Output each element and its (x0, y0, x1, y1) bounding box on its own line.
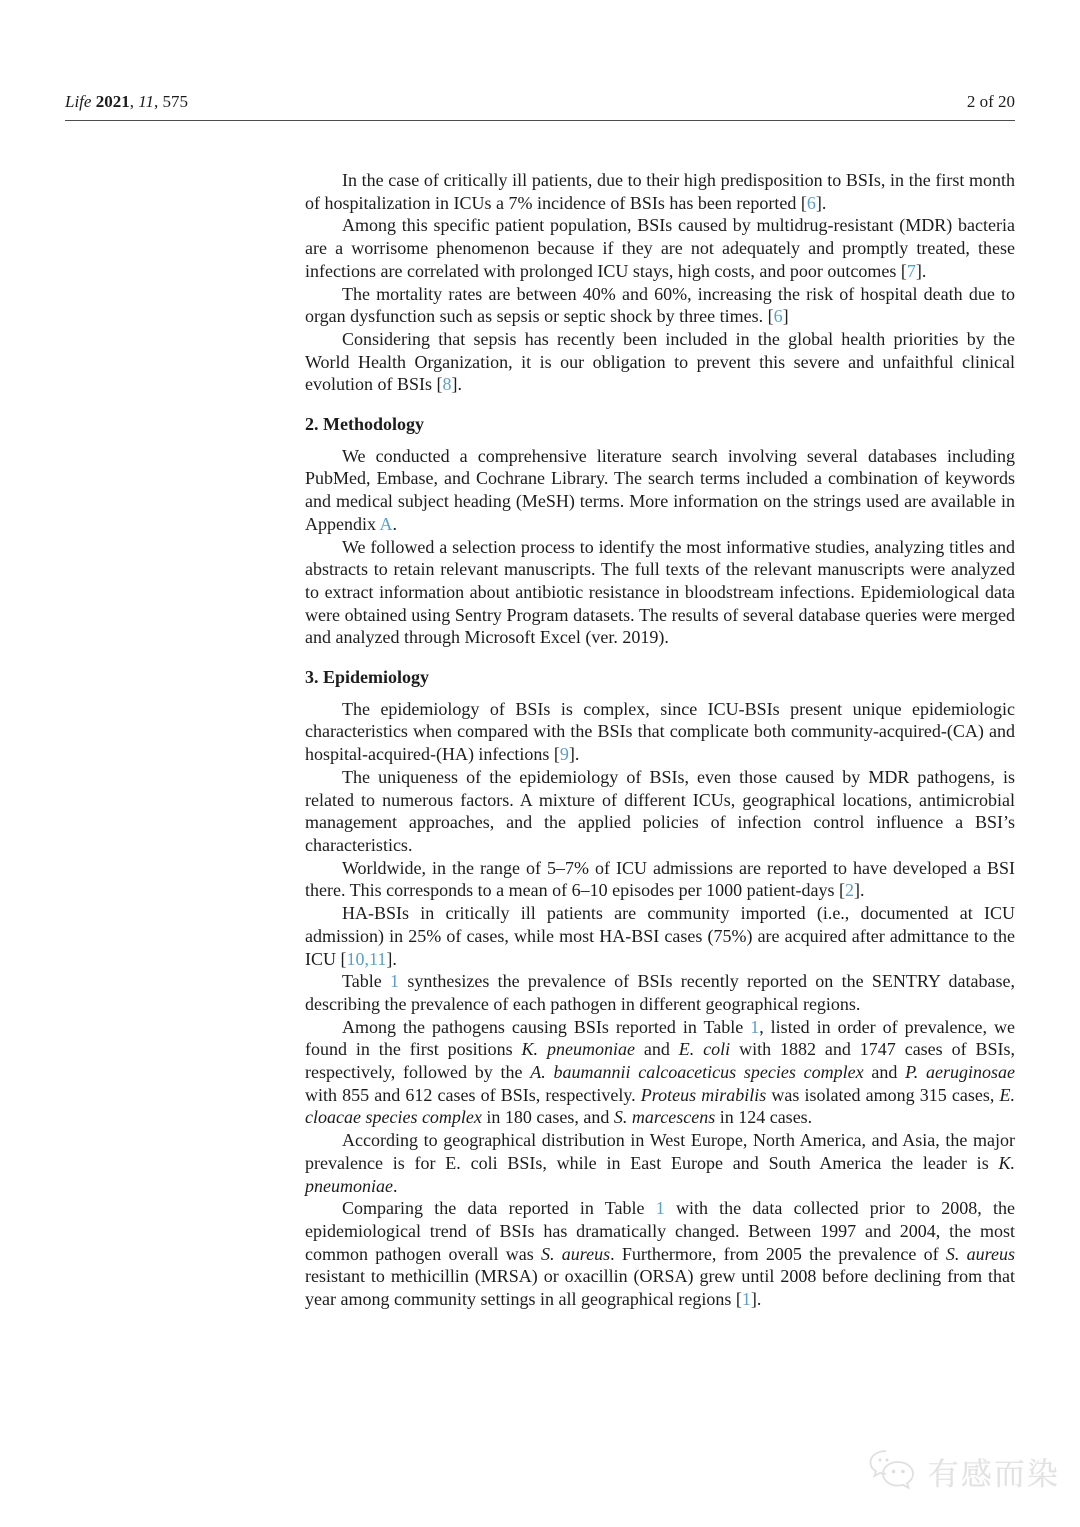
paragraph (305, 766, 1015, 857)
citation-link[interactable]: 6 (806, 192, 816, 213)
section-heading: 3. Epidemiology (305, 667, 430, 688)
citation-link[interactable]: 10,11 (346, 948, 387, 969)
text-segment: We conducted a comprehensive literature search involving several databases including PubMed, Embase, and Cochrane Library. The search terms included a combination of keywords and medical subject heading (MeSH) terms. More information on the strings used are available in Appendix (305, 445, 1015, 534)
paragraph (305, 970, 1015, 1015)
text-segment: K. pneumoniae (521, 1039, 635, 1060)
paragraph (305, 1197, 1015, 1311)
paragraph (305, 1129, 1015, 1197)
paragraph (305, 698, 1015, 766)
paragraph (305, 214, 1015, 282)
watermark (867, 1448, 1060, 1494)
text-segment: . (392, 513, 397, 534)
text-segment: . Furthermore, from 2005 the prevalence of (610, 1243, 946, 1264)
text-segment: E. coli (678, 1039, 731, 1060)
text-segment: ]. (750, 1289, 762, 1310)
text-segment: resistant to methicillin (MRSA) or oxacillin (ORSA) grew until 2008 before declining from that year among community settings in all geographical regions [ (305, 1266, 1015, 1310)
text-segment: Life (65, 92, 96, 111)
text-segment: Worldwide, in the range of 5–7% of ICU admissions are reported to have developed a BSI there. This corresponds to a mean of 6–10 episodes per 1000 patient-days [ (305, 857, 1015, 901)
citation-link[interactable]: A (379, 513, 393, 534)
text-segment: E. cloacae species complex (305, 1084, 1015, 1128)
paragraph (305, 857, 1015, 902)
text-segment: Proteus mirabilis (640, 1084, 767, 1105)
text-segment: ]. (568, 744, 580, 765)
text-segment: . (392, 1175, 398, 1196)
text-segment: , 575 (153, 92, 188, 111)
text-segment: P. aeruginosae (905, 1062, 1015, 1083)
text-segment: synthesizes the prevalence of BSIs recently reported on the SENTRY database, describing the prevalence of each pathogen in different geographical regions. (305, 971, 1016, 1014)
text-segment: S. marcescens (613, 1107, 716, 1128)
text-segment: was isolated among 315 cases, (766, 1084, 1000, 1105)
citation-link[interactable]: 8 (442, 374, 452, 395)
text-segment: ]. (386, 948, 397, 969)
text-segment: The uniqueness of the epidemiology of BSIs, even those caused by MDR pathogens, is related to numerous factors. A mixture of different ICUs, geographical locations, antimicrobial management approaches, and the applied policies of infection control influence a BSI’s characteristics. (305, 766, 1015, 855)
citation-link[interactable]: 2 (845, 880, 855, 901)
citation-link[interactable]: 6 (773, 306, 783, 327)
text-segment: Comparing the data reported in Table (342, 1198, 656, 1219)
running-header (65, 92, 1015, 112)
citation-link[interactable]: 1 (741, 1289, 751, 1310)
text-segment: ]. (451, 374, 462, 395)
text-segment: Considering that sepsis has recently been included in the global health priorities by the World Health Organization, it is our obligation to prevent this severe and unfaithful clinical evolution of BSIs [ (305, 328, 1015, 395)
text-segment: 11 (138, 92, 154, 111)
text-segment: A. baumannii calcoaceticus species complex (530, 1062, 864, 1083)
text-segment: ]. (854, 880, 865, 901)
text-segment: ] (782, 306, 789, 327)
paragraph (305, 536, 1015, 650)
text-segment: According to geographical distribution in West Europe, North America, and Asia, the major prevalence is for E. coli BSIs, while in East Europe and South America the leader is (305, 1130, 1015, 1173)
text-segment: Table (342, 971, 391, 992)
paragraph (305, 445, 1015, 536)
text-segment: with 855 and 612 cases of BSIs, respectively. (305, 1084, 641, 1105)
text-segment: We followed a selection process to identify the most informative studies, analyzing titles and abstracts to retain relevant manuscripts. The full texts of the relevant manuscripts were analyzed to extract information about antibiotic resistance in bloodstream infections. Epidemiological data were obtained using Sentry Program datasets. The results of several database queries were merged and analyzed through Microsoft Excel (ver. 2019). (305, 536, 1015, 648)
text-segment: The epidemiology of BSIs is complex, since ICU-BSIs present unique epidemiologic characteristics when compared with the BSIs that complicate both community-acquired-(CA) and hospital-acquired-(HA) infections [ (305, 698, 1015, 765)
text-segment: , listed in order of prevalence, we found in the first positions (305, 1016, 1015, 1060)
text-segment: with the data collected prior to 2008, the epidemiological trend of BSIs has dramatically changed. Between 1997 and 2004, the most common pathogen overall was (305, 1198, 1015, 1264)
text-segment: The mortality rates are between 40% and 60%, increasing the risk of hospital death due to organ dysfunction such as sepsis or septic shock by three times. [ (305, 283, 1015, 327)
text-segment: S. aureus (945, 1243, 1015, 1264)
header-rule (65, 120, 1015, 121)
paragraph (305, 902, 1015, 970)
citation-link[interactable]: 7 (906, 260, 916, 281)
text-segment: ]. (915, 260, 927, 281)
text-segment: ]. (815, 192, 827, 213)
citation-link[interactable]: 9 (559, 744, 569, 765)
text-segment: S. aureus (541, 1243, 611, 1264)
paragraph (305, 169, 1015, 214)
citation-link[interactable]: 1 (655, 1198, 665, 1219)
article-body (305, 169, 1015, 1311)
text-segment: in 180 cases, and (481, 1107, 614, 1128)
text-segment: , (129, 92, 139, 111)
watermark-text: 有感而染 (928, 1456, 1060, 1492)
wechat-bubbles-icon (867, 1448, 921, 1494)
paragraph (305, 328, 1015, 396)
text-segment: with 1882 and 1747 cases of BSIs, respectively, followed by the (305, 1039, 1016, 1083)
text-segment: In the case of critically ill patients, due to their high predisposition to BSIs, in the first month of hospitalization in ICUs a 7% incidence of BSIs has been reported [ (305, 170, 1015, 213)
text-segment: K. pneumoniae (305, 1152, 1015, 1196)
text-segment: in 124 cases. (715, 1107, 813, 1128)
section-heading: 2. Methodology (305, 414, 424, 435)
citation-link[interactable]: 1 (390, 971, 400, 992)
paragraph (305, 1016, 1015, 1130)
paragraph (305, 283, 1015, 328)
citation-link[interactable]: 1 (750, 1016, 760, 1037)
text-segment: and (863, 1062, 906, 1083)
text-segment: 2021 (95, 92, 130, 111)
journal-citation (65, 92, 188, 112)
text-segment: HA-BSIs in critically ill patients are community imported (i.e., documented at ICU admission) in 25% of cases, while most HA-BSI cases (75%) are acquired after admittance to the ICU [ (305, 903, 1015, 969)
text-segment: Among the pathogens causing BSIs reported in Table (342, 1016, 751, 1037)
page-indicator: 2 of 20 (966, 92, 1015, 111)
text-segment: Among this specific patient population, BSIs caused by multidrug-resistant (MDR) bacteria are a worrisome phenomenon because if they are not adequately and promptly treated, these infections are correlated with prolonged ICU stays, high costs, and poor outcomes [ (305, 215, 1015, 281)
text-segment: and (634, 1039, 679, 1060)
